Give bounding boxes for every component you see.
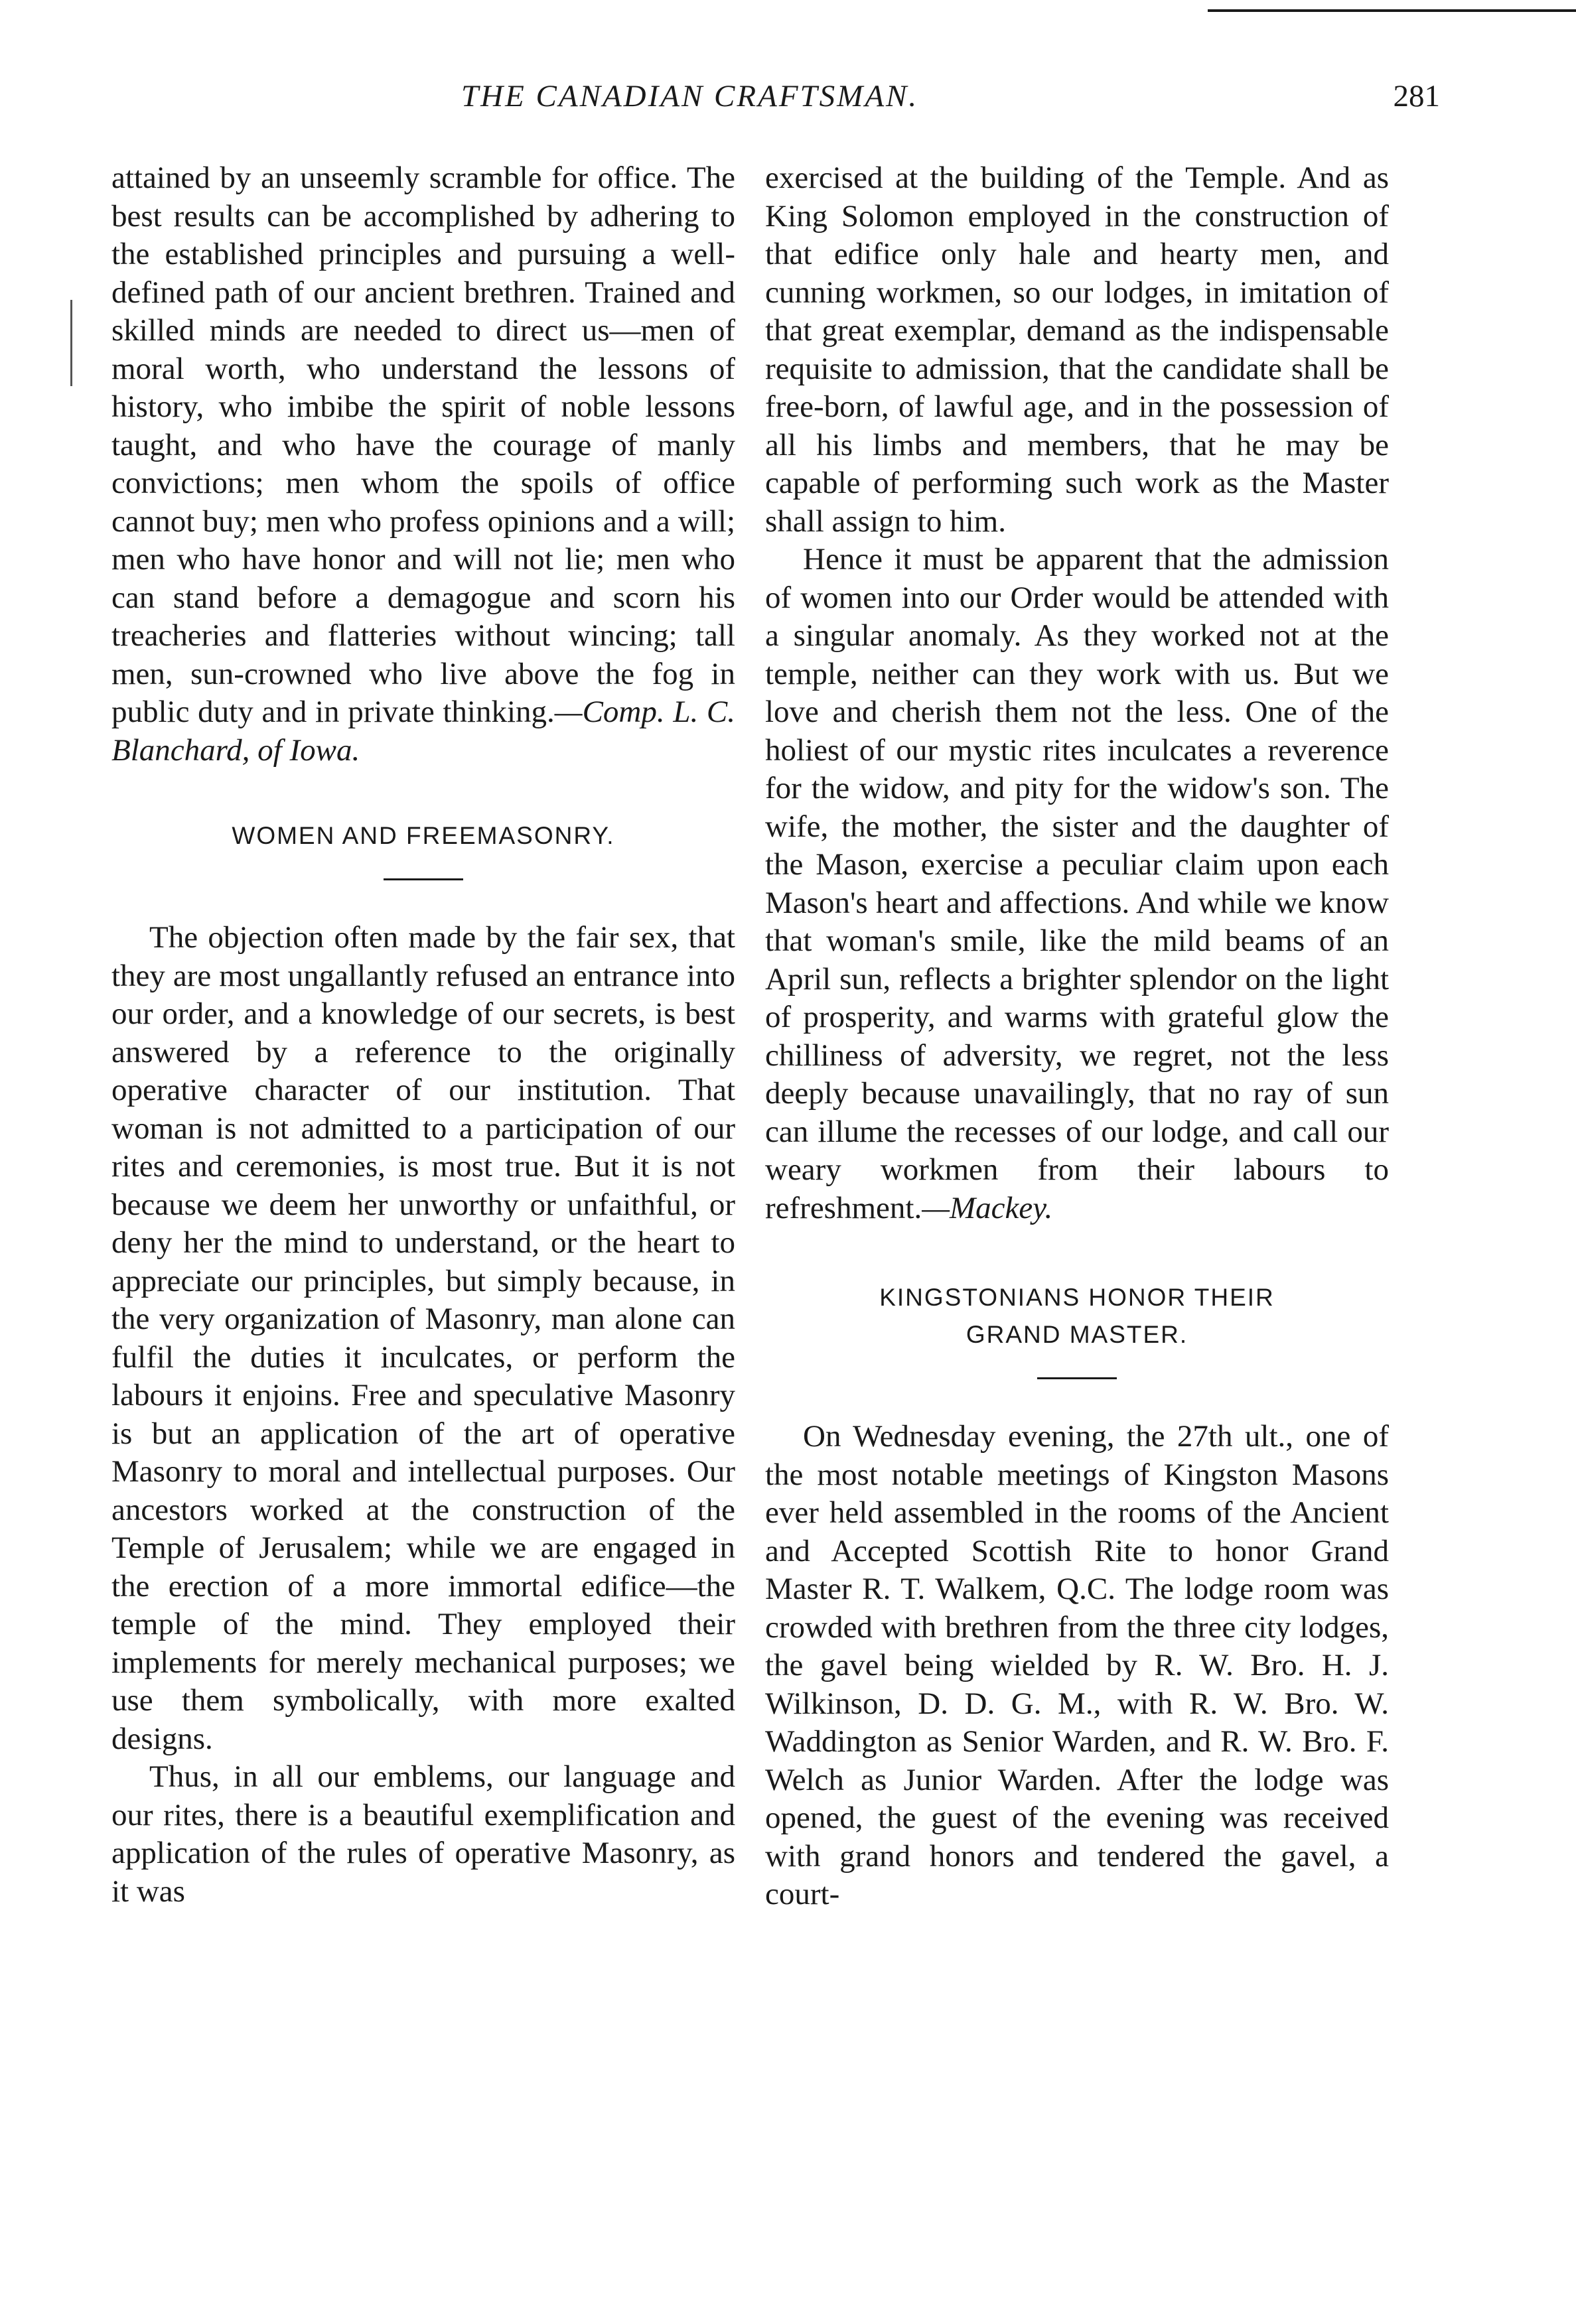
paragraph-text: Hence it must be apparent that the admission of women into our Order would be attended with a singular anomaly. As they worked not at the temple, neither can they work with us. But we love and cherish them not the less. One of the holiest of our mystic rites inculcates a reverence for the widow, and pity for the widow's son. The wife, the mother, the sister and the daughter of the Mason, exercise a peculiar claim upon each Mason's heart and affections. And while we know that woman's smile, like the mild beams of an April sun, reflects a brighter splendor on the light of prosperity, and warms with grateful glow the chilliness of adversity, we regret, not the less deeply because unavailingly, that no ray of sun can illume the recesses of our lodge, and call our weary workmen from their labours to refreshment. <box>765 542 1389 1225</box>
page-header <box>106 78 1440 125</box>
paragraph: The objection often made by the fair sex, that they are most ungallantly refused an entrance into our order, and a knowledge of our secrets, is best answered by a reference to the originally operative character of our institution. That woman is not admitted to a participation of our rites and ceremonies, is most true. But it is not because we deem her unworthy or unfaithful, or deny her the mind to understand, or the heart to appreciate our principles, but simply because, in the very organization of Masonry, man alone can fulfil the duties it inculcates, or perform the labours it enjoins. Free and speculative Masonry is but an application of the art of operative Masonry to moral and intellectual purposes. Our ancestors worked at the construction of the Temple of Jerusalem; while we are engaged in the erection of a more immortal edifice—the temple of the mind. They employed their implements for merely mechanical purposes; we use them symbolically, with more exalted designs. <box>111 920 735 1756</box>
author-signature: —Comp. L. C. Blanchard, of Iowa. <box>111 695 735 768</box>
paragraph-continued <box>111 159 735 770</box>
paragraph <box>765 541 1389 1227</box>
top-rule <box>1208 9 1576 12</box>
section-title-women-and-freemasonry: WOMEN AND FREEMASONRY. <box>232 822 615 849</box>
page-number: 281 <box>1393 79 1440 113</box>
right-column <box>765 159 1389 1914</box>
section-title-kingstonians-line1: KINGSTONIANS HONOR THEIR <box>879 1284 1275 1311</box>
running-title: THE CANADIAN CRAFTSMAN. <box>461 79 919 113</box>
margin-mark <box>70 300 72 386</box>
section-title-kingstonians-line2: GRAND MASTER. <box>966 1321 1188 1348</box>
left-column <box>111 159 735 1911</box>
author-signature: —Mackey. <box>922 1190 1053 1225</box>
paragraph-text: attained by an unseemly scramble for office. The best results can be accomplished by adhering to the established principles and pursuing a well-defined path of our ancient brethren. Trained and skilled minds are needed to direct us—men of moral worth, who understand the lessons of history, who imbibe the spirit of noble lessons taught, and who have the courage of manly convictions; men whom the spoils of office cannot buy; men who profess opinions and a will; men who have honor and will not lie; men who can stand before a demagogue and scorn his treacheries and flatteries without wincing; tall men, sun-crowned who live above the fog in public duty and in private thinking. <box>111 161 735 729</box>
paragraph: Thus, in all our emblems, our language and our rites, there is a beautiful exemplification and application of the rules of operative Masonry, as it was <box>111 1759 735 1909</box>
paragraph: On Wednesday evening, the 27th ult., one of the most notable meetings of Kingston Masons ever held assembled in the rooms of the Ancient and Accepted Scottish Rite to honor Grand Master R. T. Walkem, Q.C. The lodge room was crowded with brethren from the three city lodges, the gavel being wielded by R. W. Bro. H. J. Wilkinson, D. D. G. M., with R. W. Bro. W. Waddington as Senior Warden, and R. W. Bro. F. Welch as Junior Warden. After the lodge was opened, the guest of the evening was received with grand honors and tendered the gavel, a court- <box>765 1419 1389 1911</box>
paragraph-continued: exercised at the building of the Temple. And as King Solomon employed in the construction of that edifice only hale and hearty men, and cunning workmen, so our lodges, in imitation of that great exemplar, demand as the indispensable requisite to admission, that the candidate shall be free-born, of lawful age, and in the possession of all his limbs and members, that he may be capable of performing such work as the Master shall assign to him. <box>765 161 1389 539</box>
